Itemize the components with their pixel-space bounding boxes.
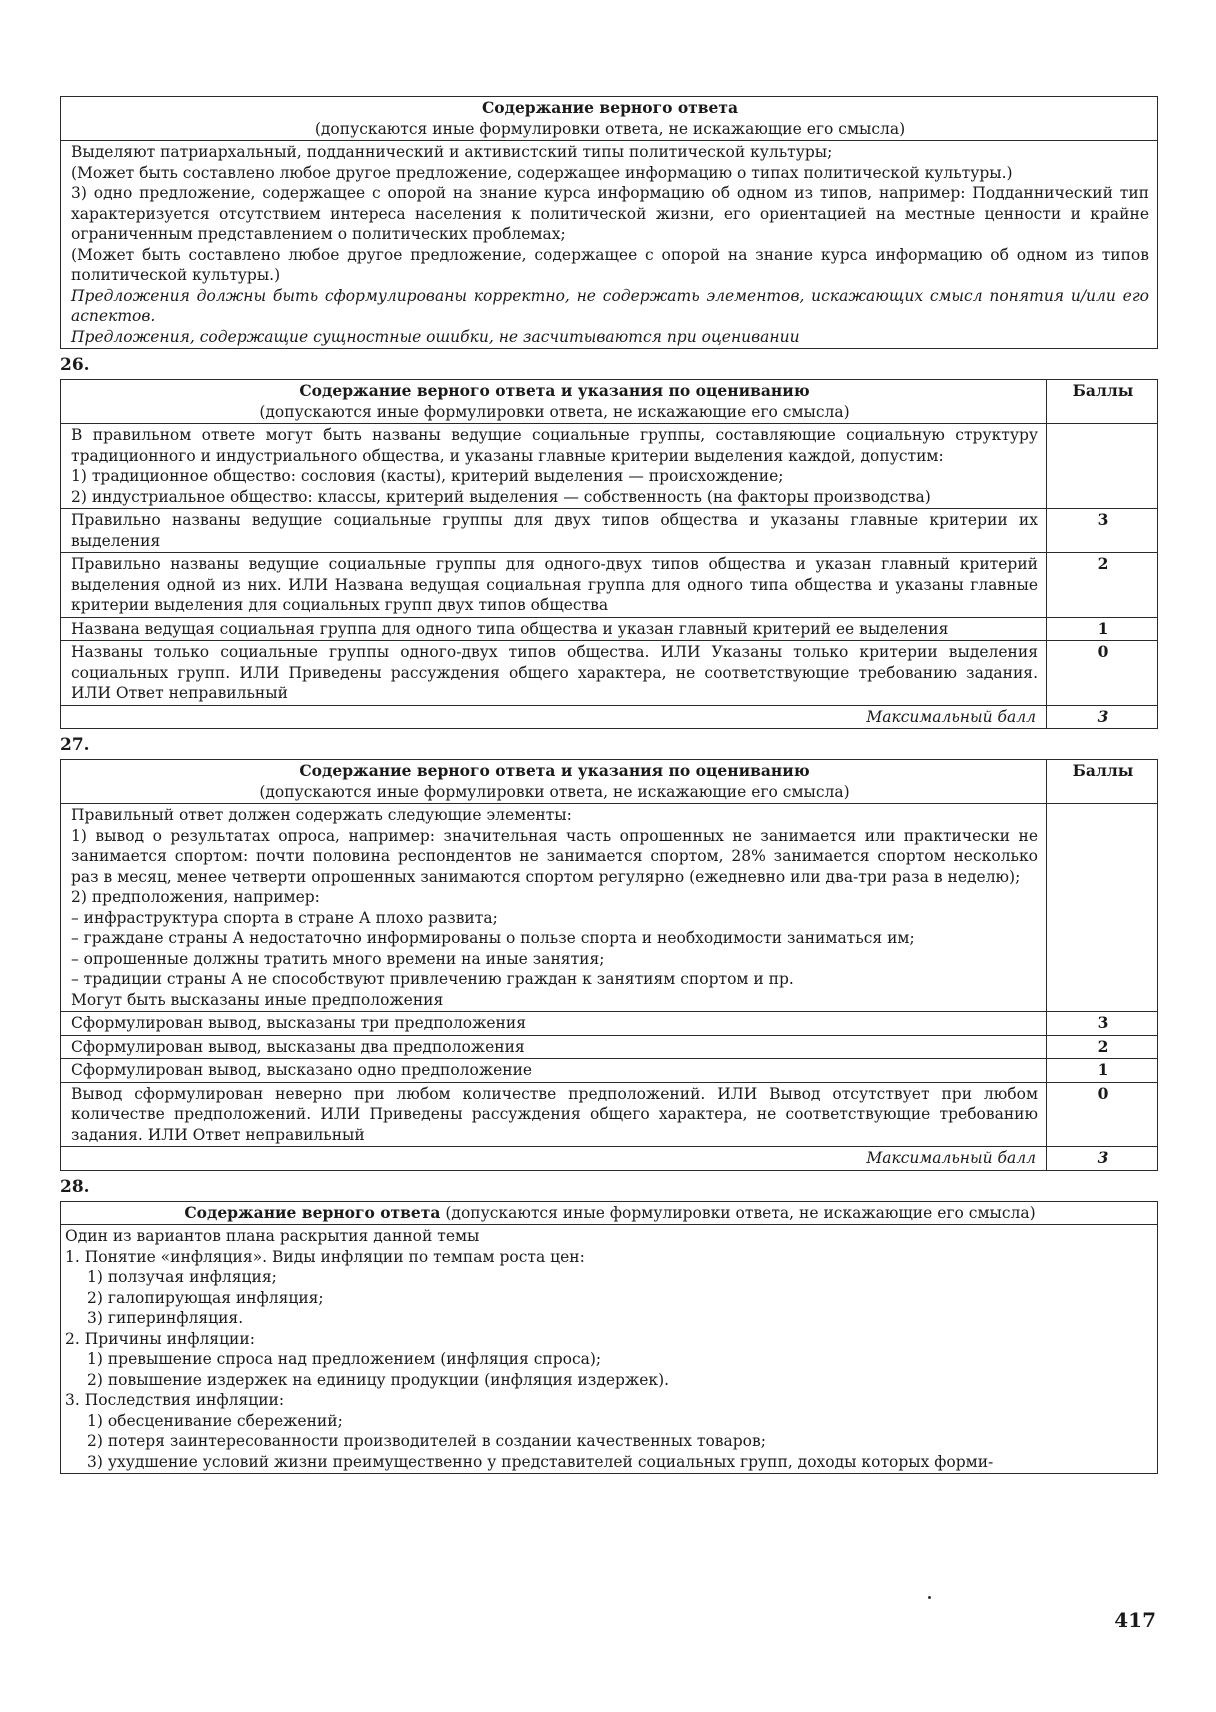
page-content bbox=[60, 96, 1158, 1474]
criterion-text: Вывод сформулирован неверно при любом количестве предположений. ИЛИ Вывод отсутствует при любом количестве предположений. ИЛИ Приведены рассуждения общего характера, не соответствующие требованию задания. ИЛИ Ответ неправильный bbox=[61, 1082, 1047, 1147]
header-title: Содержание верного ответа и указания по оцениванию bbox=[299, 381, 810, 400]
content-line: Правильный ответ должен содержать следующие элементы: bbox=[71, 806, 572, 824]
content-line: – граждане страны А недостаточно информированы о пользе спорта и необходимости заниматься им; bbox=[71, 929, 915, 947]
criterion-text: Правильно названы ведущие социальные группы для двух типов общества и указаны главные критерии их выделения bbox=[61, 509, 1047, 553]
plan-subpoint: 1) превышение спроса над предложением (инфляция спроса); bbox=[87, 1350, 602, 1368]
criterion-score: 0 bbox=[1047, 1082, 1158, 1147]
plan-subpoint: 2) потеря заинтересованности производителей в создании качественных товаров; bbox=[87, 1432, 766, 1450]
header-title: Содержание верного ответа bbox=[481, 98, 739, 117]
header-title: Содержание верного ответа bbox=[184, 1202, 441, 1222]
plan-subpoint: 2) галопирующая инфляция; bbox=[87, 1288, 324, 1307]
plan-subpoint: 2) повышение издержек на единицу продукции (инфляция издержек). bbox=[87, 1370, 670, 1389]
criterion-text: Сформулирован вывод, высказано одно предположение bbox=[61, 1059, 1047, 1083]
criterion-text: Правильно названы ведущие социальные группы для одного-двух типов общества и указан главный критерий выделения одной из них. ИЛИ Названа ведущая социальная группа для одного типа общества и указаны главные критерии выделения для социальных групп двух типов общества bbox=[61, 553, 1047, 618]
content-line: 3) одно предложение, содержащее с опорой на знание курса информацию об одном из типов, например: Подданнический тип характеризуется отсутствием интереса населения к политической жизни, его ориентацией на местные ценности и крайне ограниченным представлением о политических проблемах; bbox=[71, 184, 1149, 243]
task-number: 28. bbox=[60, 1176, 90, 1197]
max-score-label: Максимальный балл bbox=[61, 705, 1047, 729]
max-score-value: 3 bbox=[1047, 705, 1158, 729]
criterion-score: 0 bbox=[1047, 641, 1158, 706]
note-line: Предложения должны быть сформулированы корректно, не содержать элементов, искажающих смысл понятия и/или его аспектов. bbox=[71, 286, 1149, 325]
criterion-score: 1 bbox=[1047, 1059, 1158, 1083]
answer-content bbox=[61, 424, 1047, 509]
score-header: Баллы bbox=[1047, 380, 1158, 424]
table-header bbox=[61, 97, 1158, 141]
plan-content bbox=[61, 1225, 1158, 1474]
note-line: Предложения, содержащие сущностные ошибки, не засчитываются при оценивании bbox=[71, 327, 800, 346]
answer-table-26 bbox=[60, 379, 1158, 729]
plan-subpoint: 3) ухудшение условий жизни преимущественно у представителей социальных групп, доходы которых форми- bbox=[87, 1452, 994, 1471]
header-title: Содержание верного ответа и указания по оцениванию bbox=[299, 761, 810, 780]
score-cell bbox=[1047, 804, 1158, 1012]
answer-content bbox=[61, 804, 1047, 1012]
header-subtitle: (допускаются иные формулировки ответа, не искажающие его смысла) bbox=[314, 119, 906, 138]
content-line: (Может быть составлено любое другое предложение, содержащее с опорой на знание курса информацию об одном из типов политической культуры.) bbox=[71, 245, 1149, 284]
score-header: Баллы bbox=[1047, 760, 1158, 804]
criterion-text: Названа ведущая социальная группа для одного типа общества и указан главный критерий ее выделения bbox=[61, 617, 1047, 641]
answer-table-28 bbox=[60, 1201, 1158, 1475]
task-number: 27. bbox=[60, 735, 90, 755]
criterion-score: 1 bbox=[1047, 617, 1158, 641]
content-line: 2) предположения, например: bbox=[71, 888, 320, 906]
answer-table-27 bbox=[60, 759, 1158, 1171]
plan-point: 2. Причины инфляции: bbox=[65, 1329, 255, 1348]
content-line: 1) вывод о результатах опроса, например: значительная часть опрошенных не занимается или практически не занимается спортом: почти половина респондентов не занимается спортом, 28% занимается спортом несколько раз в месяц, менее четверти опрошенных занимаются спортом регулярно (ежедневно или два-три раза в неделю); bbox=[71, 826, 1038, 886]
table-header bbox=[61, 1201, 1158, 1225]
max-score-label: Максимальный балл bbox=[61, 1147, 1047, 1171]
content-line: (Может быть составлено любое другое предложение, содержащее информацию о типах политической культуры.) bbox=[71, 163, 1013, 182]
criterion-text: Сформулирован вывод, высказаны два предположения bbox=[61, 1035, 1047, 1059]
task-number: 26. bbox=[60, 355, 90, 375]
max-score-value: 3 bbox=[1047, 1147, 1158, 1171]
score-cell bbox=[1047, 424, 1158, 509]
content-line: – инфраструктура спорта в стране А плохо развита; bbox=[71, 908, 498, 927]
criterion-score: 2 bbox=[1047, 1035, 1158, 1059]
answer-table-25 bbox=[60, 96, 1158, 349]
content-line: В правильном ответе могут быть названы ведущие социальные группы, составляющие социальную структуру традиционного и индустриального общества, и указаны главные критерии выделения каждой, допустим: bbox=[71, 426, 1038, 465]
criterion-text: Сформулирован вывод, высказаны три предположения bbox=[61, 1012, 1047, 1036]
criterion-score: 3 bbox=[1047, 1012, 1158, 1036]
criterion-score: 3 bbox=[1047, 509, 1158, 553]
plan-subpoint: 1) ползучая инфляция; bbox=[87, 1268, 277, 1286]
answer-content bbox=[61, 141, 1158, 349]
content-line: 2) индустриальное общество: классы, критерий выделения — собственность (на факторы производства) bbox=[71, 487, 931, 506]
plan-subpoint: 1) обесценивание сбережений; bbox=[87, 1411, 343, 1430]
criterion-text: Названы только социальные группы одного-двух типов общества. ИЛИ Указаны только критерии выделения социальных групп. ИЛИ Приведены рассуждения общего характера, не соответствующие требованию задания. ИЛИ Ответ неправильный bbox=[61, 641, 1047, 706]
table-header bbox=[61, 760, 1047, 804]
header-subtitle: (допускаются иные формулировки ответа, не искажающие его смысла) bbox=[440, 1203, 1036, 1222]
scan-speck bbox=[928, 1596, 931, 1599]
header-subtitle: (допускаются иные формулировки ответа, не искажающие его смысла) bbox=[259, 402, 850, 421]
content-line: 1) традиционное общество: сословия (касты), критерий выделения — происхождение; bbox=[71, 467, 784, 485]
header-subtitle: (допускаются иные формулировки ответа, не искажающие его смысла) bbox=[259, 782, 850, 801]
table-header bbox=[61, 380, 1047, 424]
content-line: – традиции страны А не способствуют привлечению граждан к занятиям спортом и пр. bbox=[71, 970, 794, 988]
content-line: Могут быть высказаны иные предположения bbox=[71, 990, 444, 1009]
content-line: – опрошенные должны тратить много времени на иные занятия; bbox=[71, 949, 605, 968]
plan-point: 3. Последствия инфляции: bbox=[65, 1391, 285, 1409]
plan-point: 1. Понятие «инфляция». Виды инфляции по темпам роста цен: bbox=[65, 1247, 585, 1266]
content-line: Выделяют патриархальный, подданнический и активистский типы политической культуры; bbox=[71, 143, 833, 161]
criterion-score: 2 bbox=[1047, 553, 1158, 618]
page-number: 417 bbox=[1114, 1608, 1156, 1632]
plan-intro: Один из вариантов плана раскрытия данной темы bbox=[65, 1227, 480, 1245]
plan-subpoint: 3) гиперинфляция. bbox=[87, 1309, 244, 1327]
